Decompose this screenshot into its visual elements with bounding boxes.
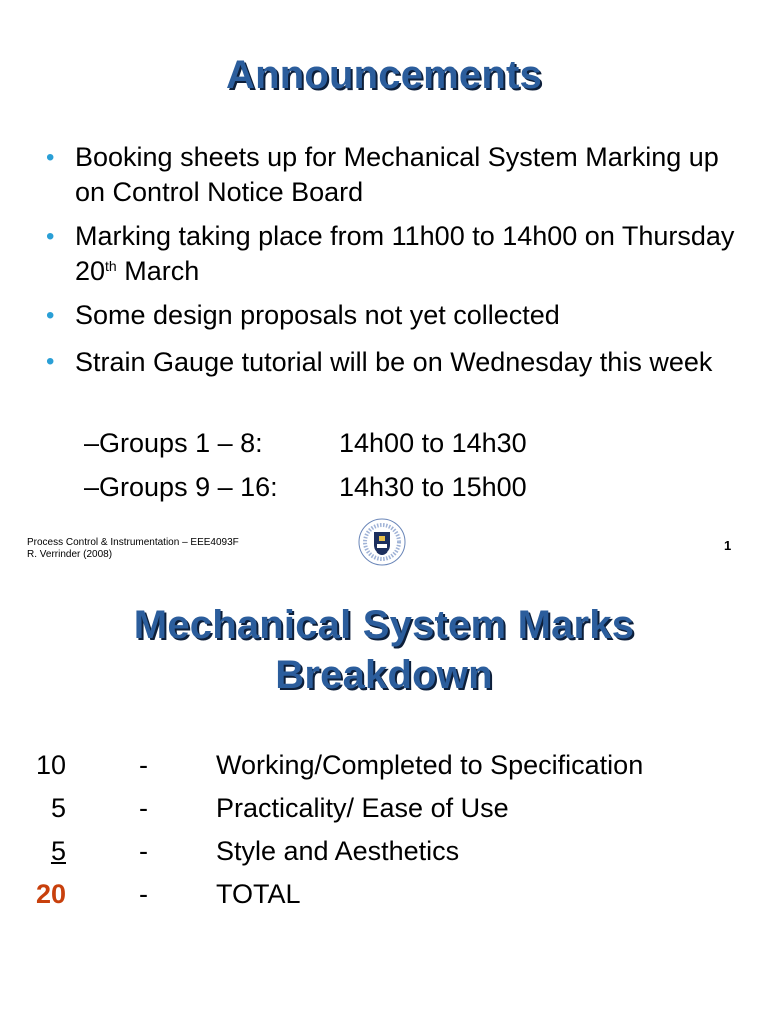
- separator: -: [139, 750, 148, 780]
- group-label: Groups 9 – 16:: [99, 472, 278, 502]
- group-label: Groups 1 – 8:: [99, 428, 263, 458]
- list-item: [46, 219, 736, 289]
- list-item: [46, 342, 736, 382]
- sub-list-item: [84, 470, 527, 505]
- dash-icon: –: [84, 472, 100, 502]
- announcement-list: [46, 140, 736, 391]
- separator: -: [139, 793, 148, 823]
- title-line-1: Mechanical System Marks: [133, 603, 635, 647]
- title-line-2: Breakdown: [275, 653, 493, 697]
- marks-description: Style and Aesthetics: [216, 836, 460, 866]
- marks-description: TOTAL: [216, 879, 301, 909]
- marks-total: 20: [35, 879, 66, 909]
- slide-marks-breakdown: [0, 565, 768, 1024]
- marks-table: [0, 748, 768, 920]
- marks-value: [34, 834, 66, 869]
- bullet-text: Marking taking place from 11h00 to 14h00 on Thursday 20: [75, 221, 735, 286]
- table-row: [0, 748, 768, 791]
- footer-credits: [27, 537, 239, 561]
- bullet-text: Strain Gauge tutorial will be on Wednesday this week: [75, 347, 713, 377]
- table-row-total: [0, 877, 768, 920]
- marks-description: Practicality/ Ease of Use: [216, 793, 509, 823]
- marks-value: 10: [35, 750, 66, 780]
- sub-list-item: [84, 426, 527, 461]
- bullet-text: Booking sheets up for Mechanical System Marking up on Control Notice Board: [75, 142, 719, 207]
- marks-description: Working/Completed to Specification: [216, 750, 644, 780]
- ordinal-suffix: th: [105, 258, 117, 274]
- separator: -: [139, 836, 148, 866]
- bullet-icon: •: [46, 302, 55, 329]
- footer-author: R. Verrinder (2008): [27, 549, 113, 560]
- table-row: [0, 834, 768, 877]
- bullet-icon: •: [46, 223, 55, 250]
- page-number: 1: [724, 538, 732, 553]
- bullet-text-tail: March: [116, 256, 200, 286]
- dash-icon: –: [84, 428, 100, 458]
- page-title: [0, 600, 768, 700]
- bullet-text: Some design proposals not yet collected: [75, 300, 560, 330]
- list-item: [46, 140, 736, 210]
- table-row: [0, 791, 768, 834]
- bullet-icon: •: [46, 144, 55, 171]
- bullet-icon: •: [46, 348, 55, 375]
- page-title: Announcements: [226, 53, 542, 97]
- marks-value: 5: [50, 793, 66, 823]
- marks-value-text: 5: [50, 836, 66, 866]
- group-time: 14h00 to 14h30: [339, 428, 527, 458]
- university-crest-icon: [357, 517, 407, 567]
- group-time: 14h30 to 15h00: [339, 472, 527, 502]
- list-item: [46, 298, 736, 333]
- footer-course: Process Control & Instrumentation – EEE4093F: [27, 537, 239, 548]
- separator: -: [139, 879, 148, 909]
